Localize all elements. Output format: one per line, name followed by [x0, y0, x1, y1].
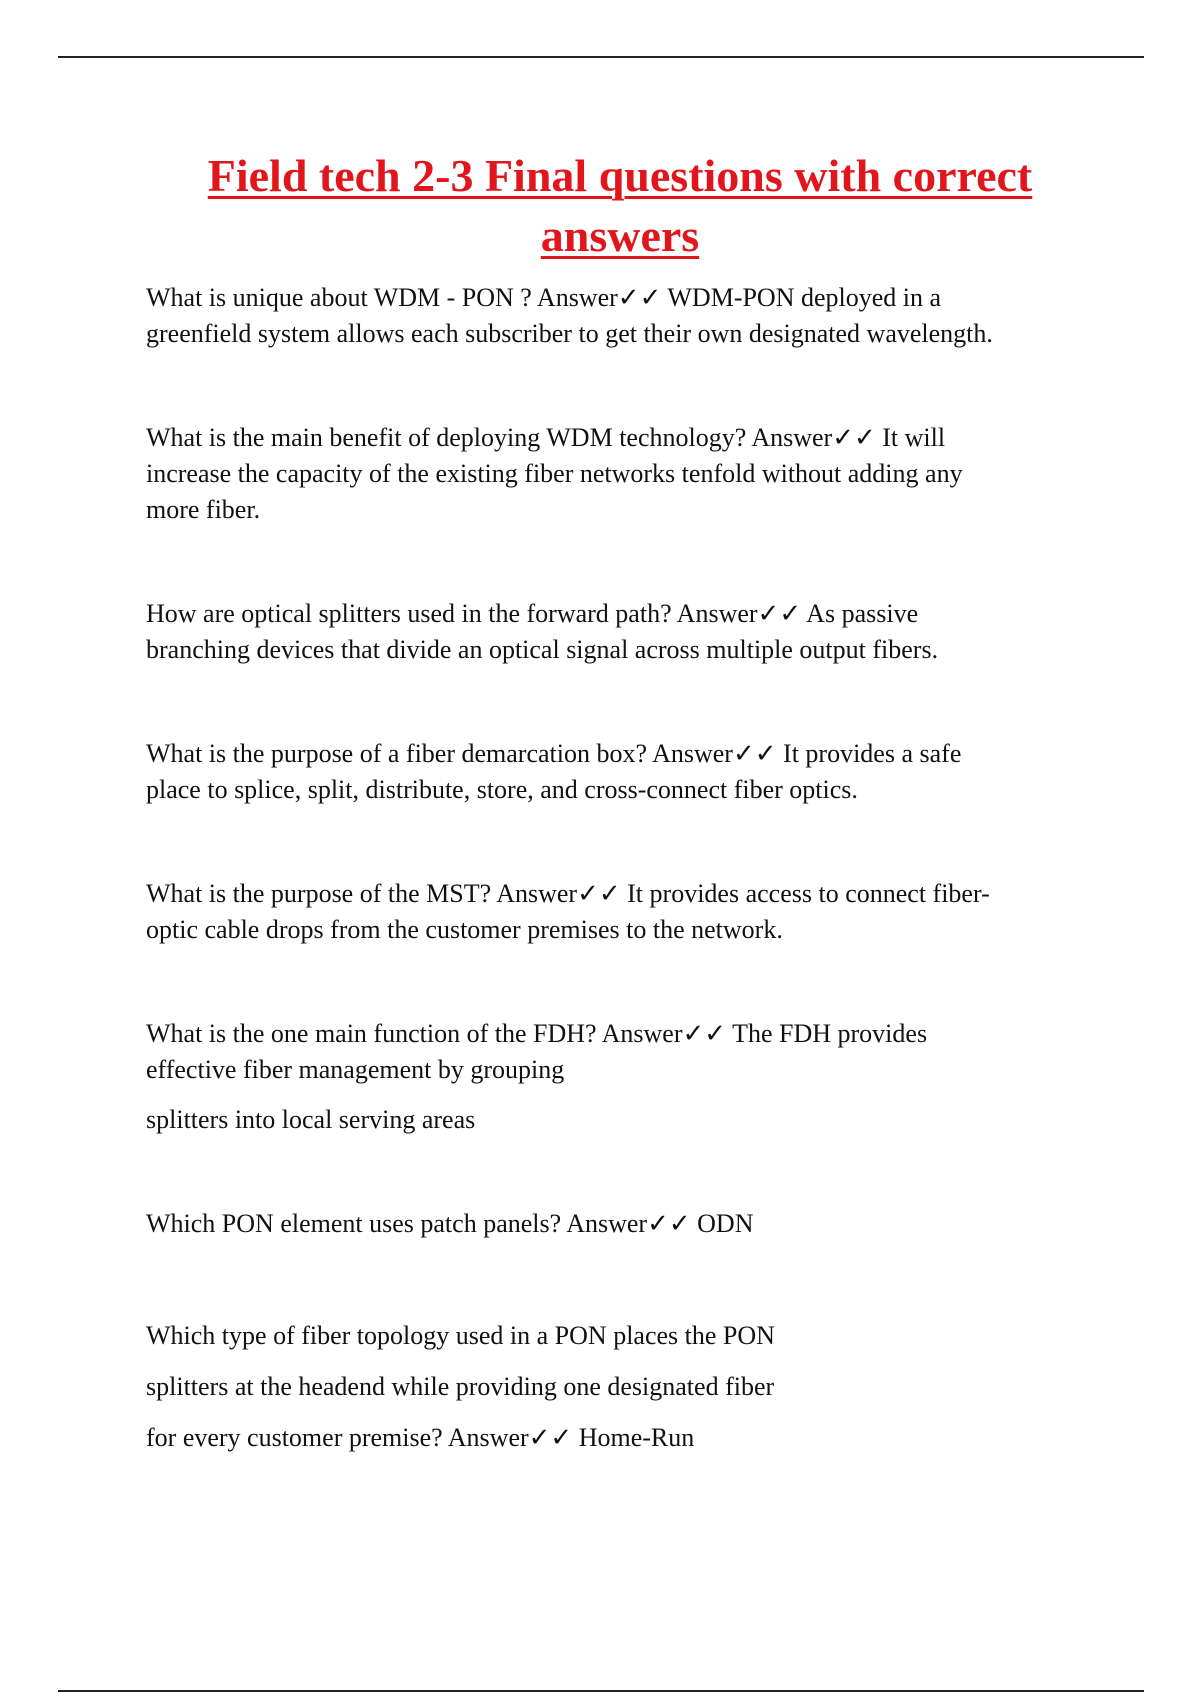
qa-item — [146, 280, 1086, 352]
qa-line: What is the purpose of a fiber demarcation box? Answer✓✓ It provides a safe — [146, 739, 962, 768]
qa-line: What is the one main function of the FDH? Answer✓✓ The FDH provides — [146, 1019, 928, 1048]
document-title: Field tech 2-3 Final questions with correct answers — [207, 150, 1033, 261]
qa-line: What is the main benefit of deploying WDM technology? Answer✓✓ It will — [146, 423, 946, 452]
qa-line: place to splice, split, distribute, store, and cross-connect fiber optics. — [146, 775, 858, 804]
qa-line: branching devices that divide an optical signal across multiple output fibers. — [146, 635, 939, 664]
qa-line: greenfield system allows each subscriber to get their own designated wavelength. — [146, 319, 993, 348]
qa-line: Which type of fiber topology used in a PON places the PON — [146, 1321, 775, 1350]
qa-line: effective fiber management by grouping — [146, 1055, 565, 1084]
qa-item — [146, 1206, 1086, 1242]
qa-item — [146, 736, 1086, 808]
qa-item — [146, 1016, 1086, 1138]
qa-line: splitters at the headend while providing one designated fiber — [146, 1372, 775, 1401]
header-rule — [58, 56, 1144, 58]
qa-list — [146, 280, 1086, 1463]
qa-item — [146, 876, 1086, 948]
qa-item — [146, 596, 1086, 668]
qa-line: Which PON element uses patch panels? Answer✓✓ ODN — [146, 1209, 754, 1238]
qa-line: How are optical splitters used in the forward path? Answer✓✓ As passive — [146, 599, 919, 628]
qa-line: splitters into local serving areas — [146, 1105, 476, 1134]
qa-line: more fiber. — [146, 495, 261, 524]
qa-line: What is unique about WDM - PON ? Answer✓✓ WDM-PON deployed in a — [146, 283, 942, 312]
qa-line: optic cable drops from the customer premises to the network. — [146, 915, 783, 944]
qa-line: What is the purpose of the MST? Answer✓✓ It provides access to connect fiber- — [146, 879, 990, 908]
qa-item — [146, 420, 1086, 528]
qa-line: for every customer premise? Answer✓✓ Home-Run — [146, 1423, 695, 1452]
qa-item — [146, 1310, 1086, 1463]
footer-rule — [58, 1690, 1144, 1692]
qa-line: increase the capacity of the existing fiber networks tenfold without adding any — [146, 459, 963, 488]
